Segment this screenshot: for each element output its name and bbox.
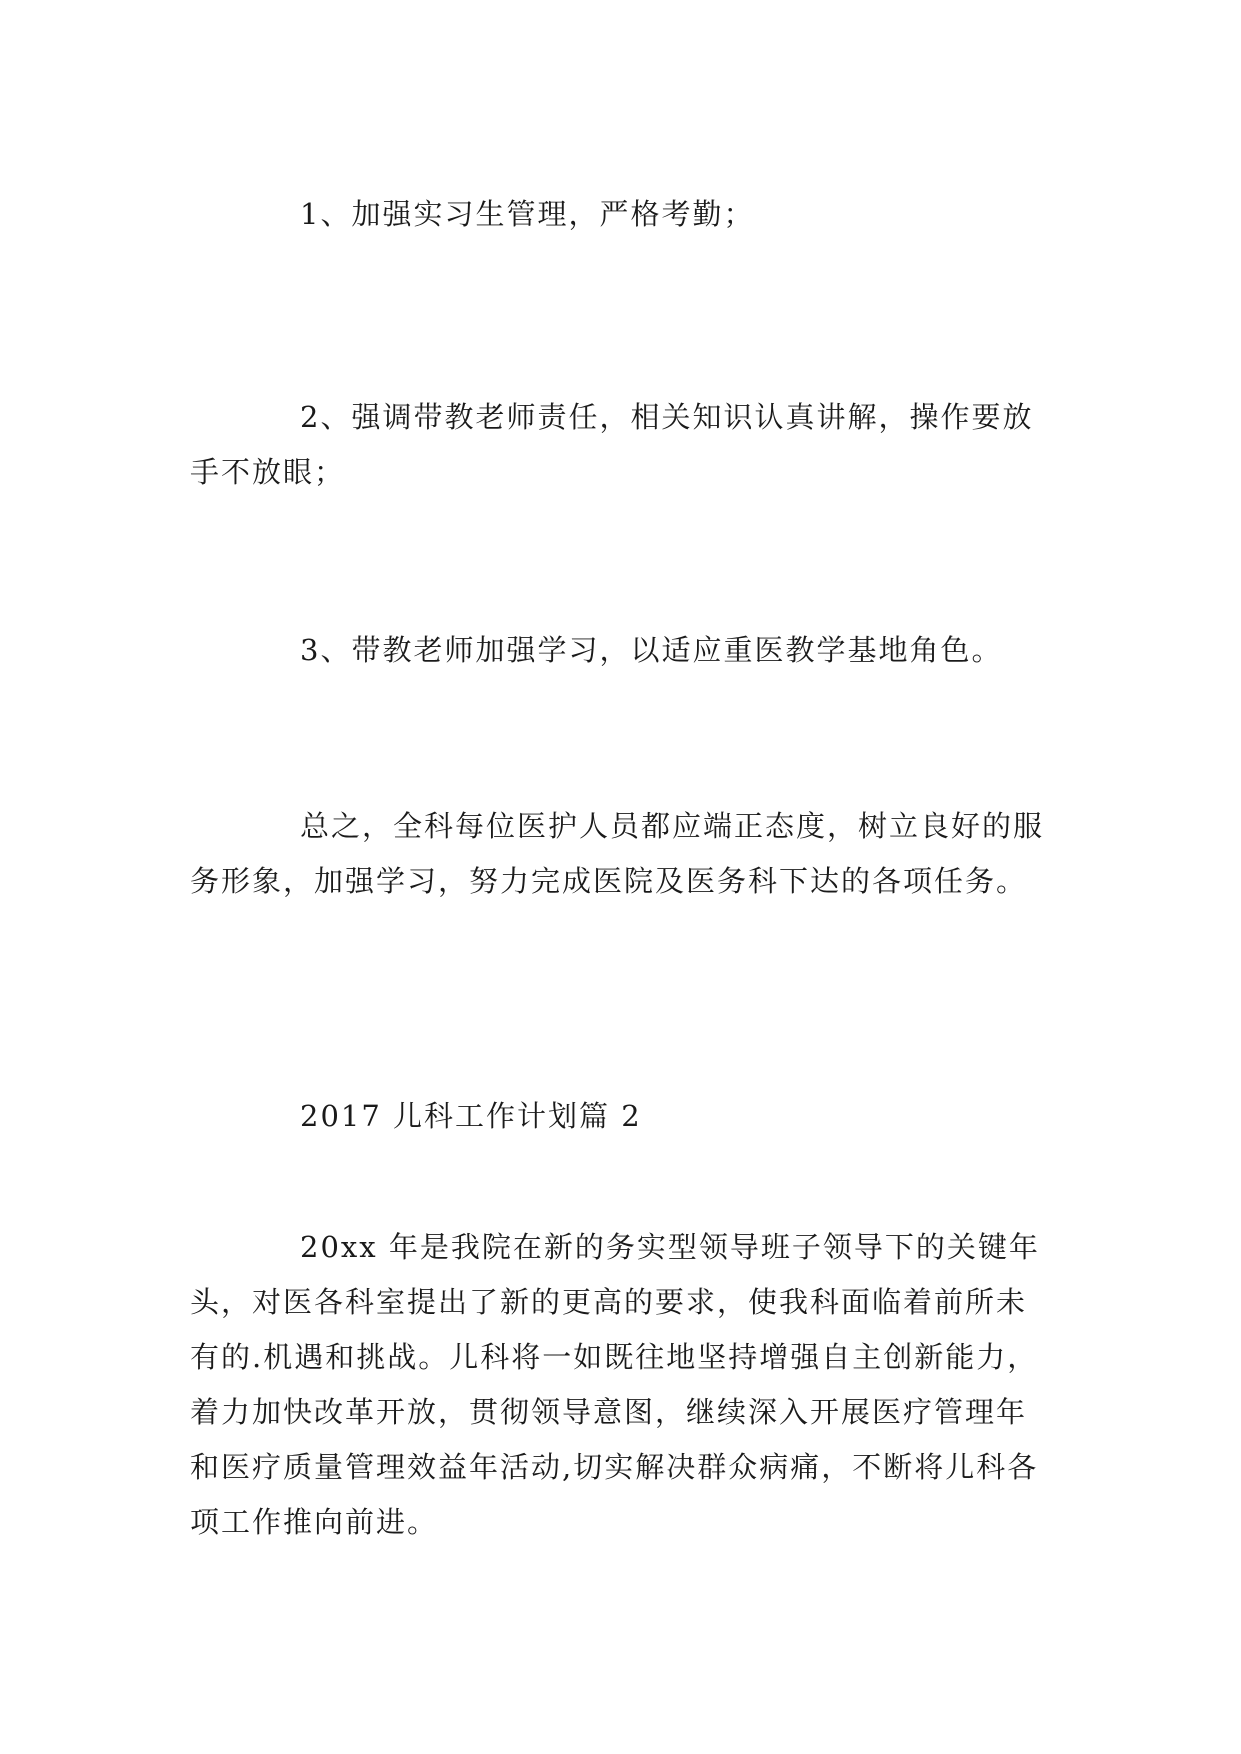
summary-paragraph: 总之，全科每位医护人员都应端正态度，树立良好的服务形象，加强学习，努力完成医院及医务科下达的各项任务。	[190, 809, 1045, 898]
list-item-1: 1、加强实习生管理，严格考勤；	[300, 197, 755, 231]
list-item-3: 3、带教老师加强学习，以适应重医教学基地角色。	[300, 633, 1003, 667]
body-paragraph: 20xx 年是我院在新的务实型领导班子领导下的关键年头，对医各科室提出了新的更高的要求，使我科面临着前所未有的.机遇和挑战。儿科将一如既往地坚持增强自主创新能力，着力加快改革开放，贯彻领导意图，继续深入开展医疗管理年和医疗质量管理效益年活动,切实解决群众病痛，不断将儿科各项工作推向前进。	[190, 1230, 1040, 1539]
section-heading: 2017 儿科工作计划篇 2	[300, 1099, 642, 1133]
list-item-2: 2、强调带教老师责任，相关知识认真讲解，操作要放手不放眼；	[190, 400, 1034, 489]
